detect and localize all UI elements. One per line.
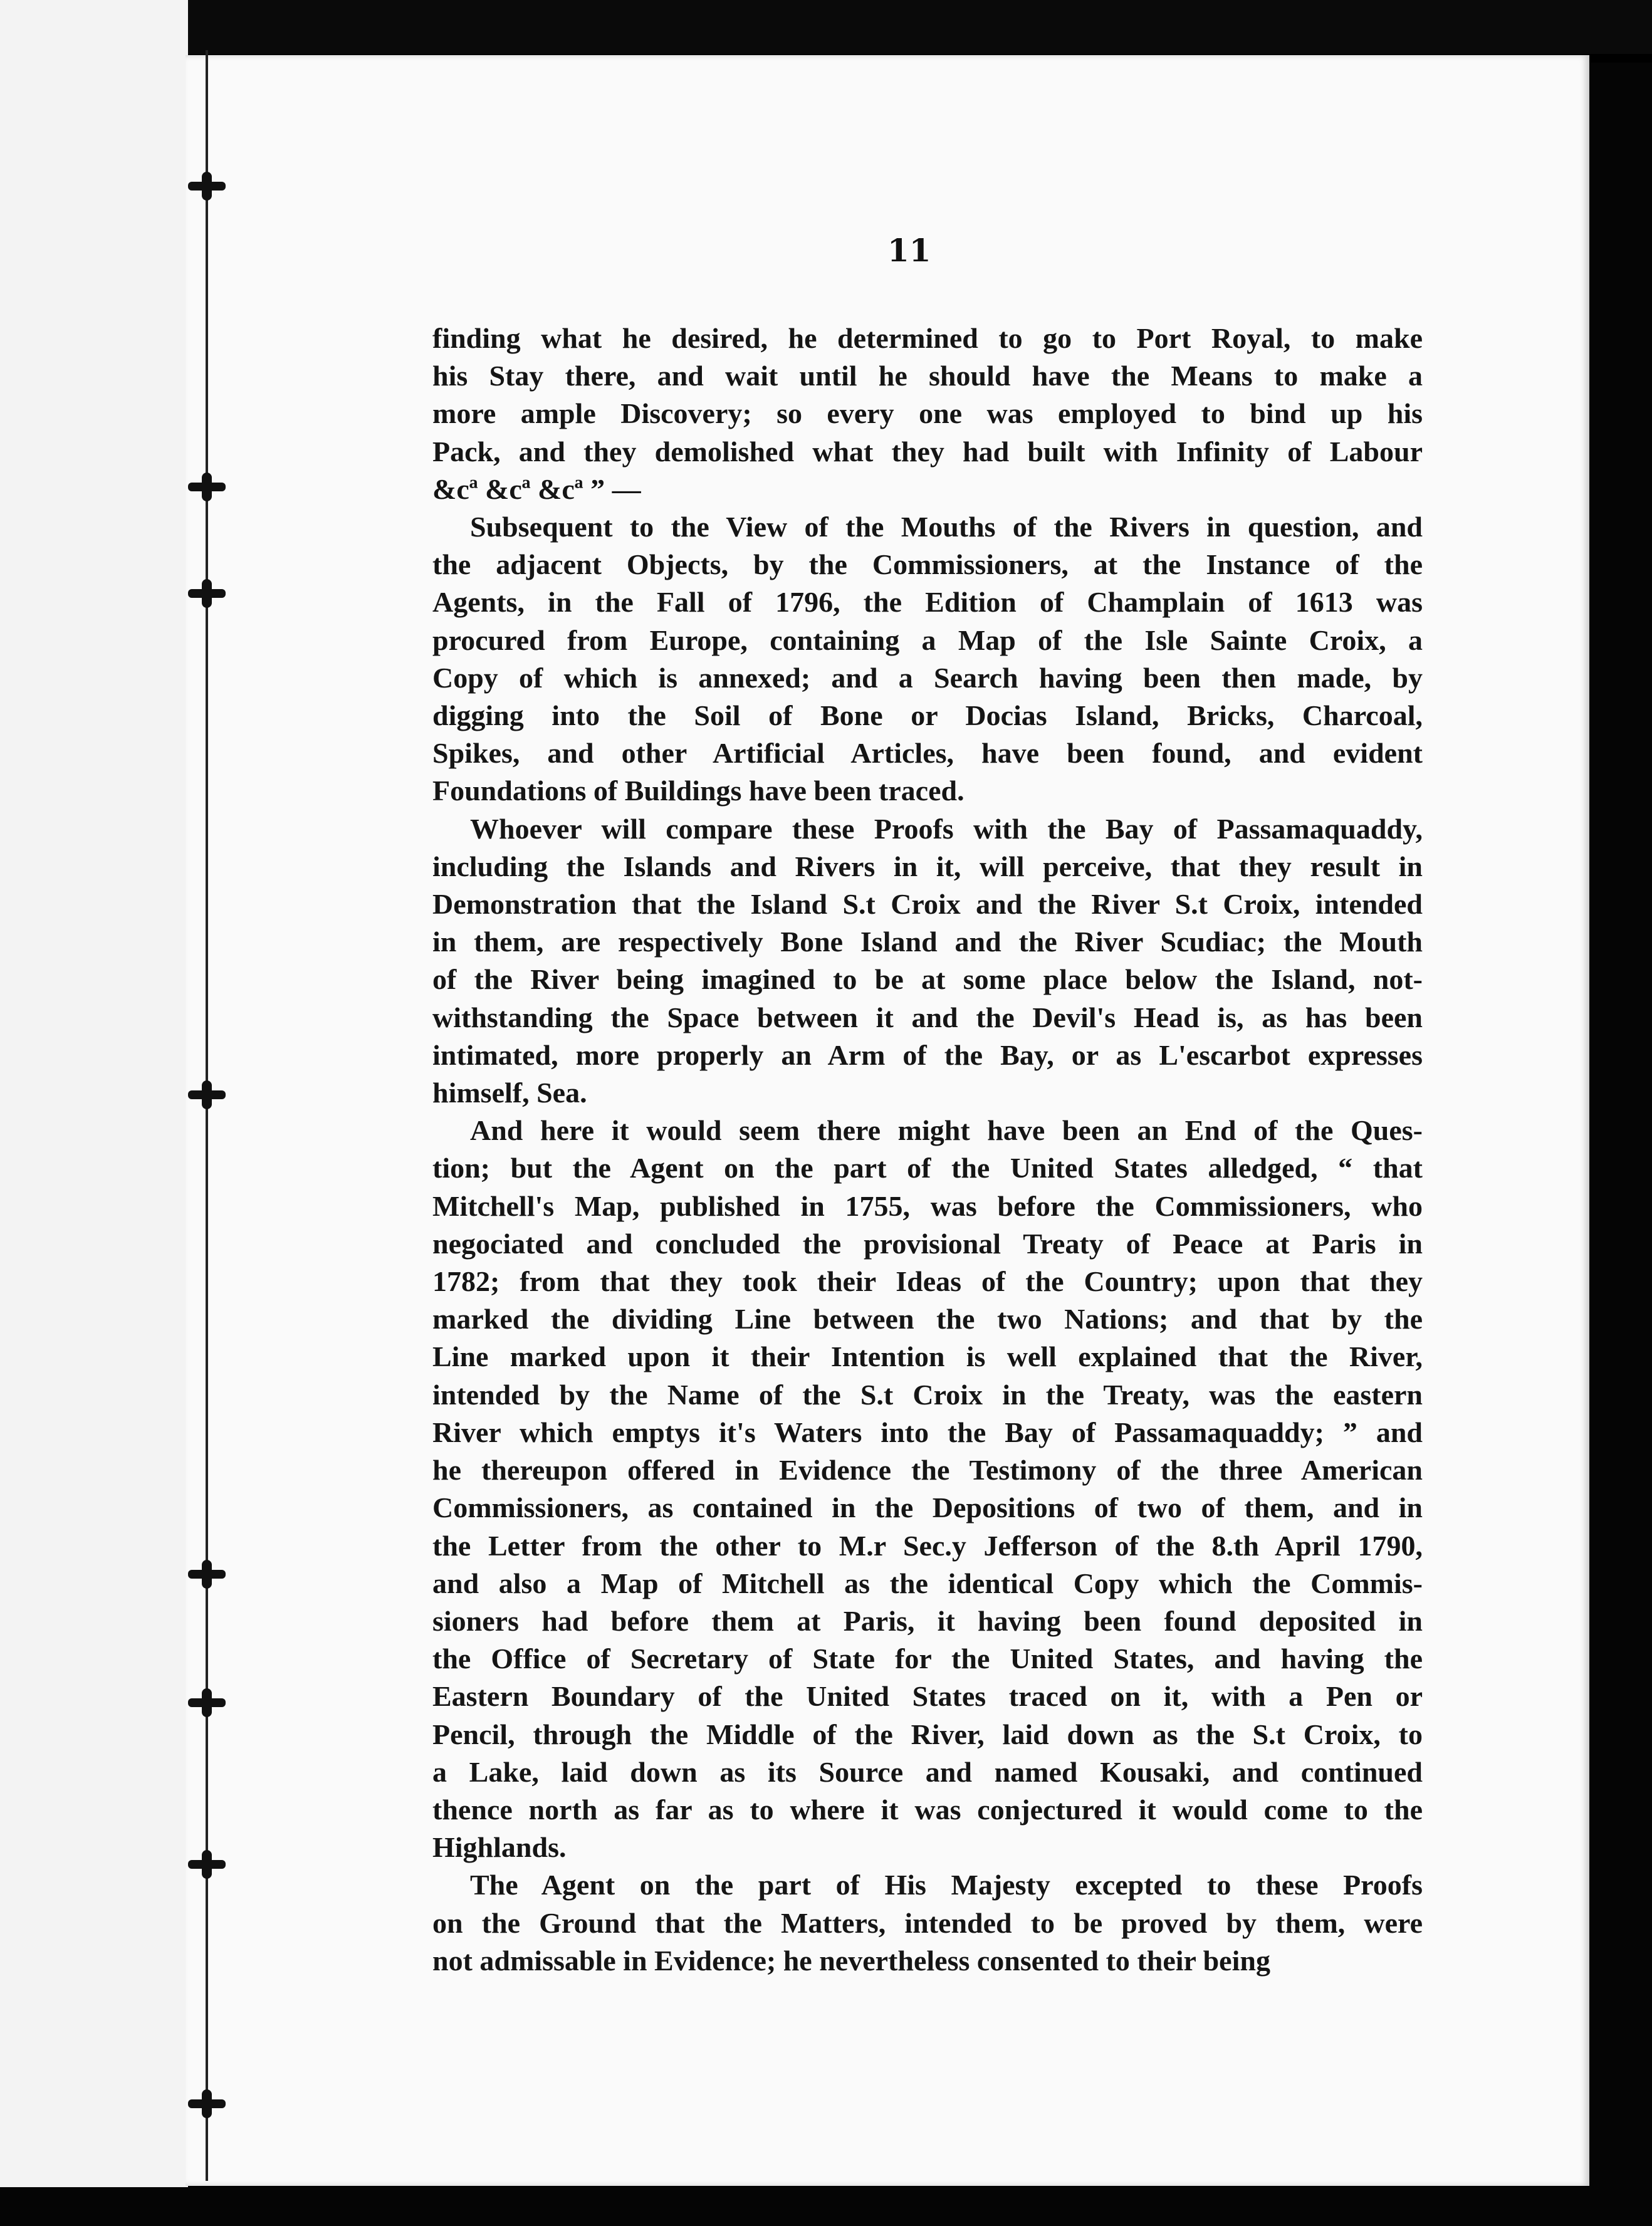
text-line: negociated and concluded the provisional Treaty of Peace at Paris in bbox=[432, 1227, 1423, 1260]
text-line: withstanding the Space between it and the Devil's Head is, as has been bbox=[432, 1001, 1423, 1033]
text-line: including the Islands and Rivers in it, will perceive, that they result in bbox=[432, 850, 1423, 882]
text-line: intended by the Name of the S.t Croix in the Treaty, was the eastern bbox=[432, 1378, 1423, 1411]
text-line: finding what he desired, he determined to go to Port Royal, to make bbox=[432, 322, 1423, 354]
binding-stitch bbox=[188, 483, 226, 491]
text-line: The Agent on the part of His Majesty excepted to these Proofs bbox=[470, 1869, 1423, 1901]
text-line: 1782; from that they took their Ideas of the Country; upon that they bbox=[432, 1265, 1423, 1298]
scan-right-border bbox=[1589, 63, 1652, 2226]
binding-stitch bbox=[188, 589, 226, 598]
text-line: and also a Map of Mitchell as the identical Copy which the Commis- bbox=[432, 1567, 1423, 1599]
body-text bbox=[432, 320, 1423, 1980]
text-line: his Stay there, and wait until he should have the Means to make a bbox=[432, 360, 1423, 392]
scan-top-border bbox=[0, 0, 1652, 54]
text-line: more ample Discovery; so every one was employed to bind up his bbox=[432, 397, 1423, 430]
text-line: he thereupon offered in Evidence the Testimony of the three American bbox=[432, 1454, 1423, 1487]
text-line: Mitchell's Map, published in 1755, was before the Commissioners, who bbox=[432, 1189, 1423, 1222]
scan-bottom-border bbox=[0, 2187, 1652, 2226]
text-line: thence north as far as to where it was conjectured it would come to the bbox=[432, 1793, 1423, 1826]
text-line: not admissable in Evidence; he nevertheless consented to their being bbox=[432, 1944, 1270, 1977]
paragraph bbox=[432, 810, 1423, 1112]
text-line: the Office of Secretary of State for the United States, and having the bbox=[432, 1643, 1423, 1675]
text-line: on the Ground that the Matters, intended to be proved by them, were bbox=[432, 1906, 1423, 1939]
page-number: 11 bbox=[887, 232, 931, 269]
binding-stitch bbox=[188, 2099, 226, 2108]
facing-page-margin bbox=[0, 0, 188, 2226]
text-line: Agents, in the Fall of 1796, the Edition of Champlain of 1613 was bbox=[432, 586, 1423, 619]
text-line: Foundations of Buildings have been traced. bbox=[432, 775, 965, 807]
text-line: of the River being imagined to be at some place below the Island, not- bbox=[432, 963, 1423, 996]
binding-stitch bbox=[188, 182, 226, 191]
text-line: a Lake, laid down as its Source and named Kousaki, and continued bbox=[432, 1755, 1423, 1788]
text-line: Line marked upon it their Intention is well explained that the River, bbox=[432, 1340, 1423, 1373]
text-line: River which emptys it's Waters into the Bay of Passamaquaddy; ” and bbox=[432, 1416, 1423, 1448]
text-line: digging into the Soil of Bone or Docias Island, Bricks, Charcoal, bbox=[432, 699, 1423, 732]
text-line: marked the dividing Line between the two Nations; and that by the bbox=[432, 1303, 1423, 1335]
paragraph bbox=[432, 1866, 1423, 1980]
text-line: Commissioners, as contained in the Depositions of two of them, and in bbox=[432, 1492, 1423, 1524]
binding-stitch bbox=[188, 1698, 226, 1707]
text-line: procured from Europe, containing a Map of the Isle Sainte Croix, a bbox=[432, 624, 1423, 656]
text-line: sioners had before them at Paris, it having been found deposited in bbox=[432, 1604, 1423, 1637]
text-line: And here it would seem there might have been an End of the Ques- bbox=[470, 1114, 1423, 1147]
text-line: &cª &cª &cª ” — bbox=[432, 473, 641, 505]
text-line: Whoever will compare these Proofs with the Bay of Passamaquaddy, bbox=[470, 812, 1423, 845]
binding-stitch bbox=[188, 1090, 226, 1099]
text-line: Spikes, and other Artificial Articles, have been found, and evident bbox=[432, 737, 1423, 770]
text-line: the adjacent Objects, by the Commissioners, at the Instance of the bbox=[432, 548, 1423, 581]
text-line: tion; but the Agent on the part of the United States alledged, “ that bbox=[432, 1152, 1423, 1184]
binding-stitch bbox=[188, 1570, 226, 1579]
binding-stitch bbox=[188, 1860, 226, 1869]
text-line: Eastern Boundary of the United States traced on it, with a Pen or bbox=[432, 1680, 1423, 1713]
text-line: Subsequent to the View of the Mouths of the Rivers in question, and bbox=[470, 511, 1423, 543]
text-line: intimated, more properly an Arm of the Bay, or as L'escarbot expresses bbox=[432, 1038, 1423, 1071]
text-line: the Letter from the other to M.r Sec.y Jefferson of the 8.th April 1790, bbox=[432, 1529, 1423, 1562]
text-line: Demonstration that the Island S.t Croix and the River S.t Croix, intended bbox=[432, 888, 1423, 921]
paragraph bbox=[432, 1112, 1423, 1866]
text-line: Copy of which is annexed; and a Search having been then made, by bbox=[432, 661, 1423, 694]
text-line: in them, are respectively Bone Island and the River Scudiac; the Mouth bbox=[432, 926, 1423, 958]
text-line: Pack, and they demolished what they had built with Infinity of Labour bbox=[432, 435, 1423, 468]
text-line: Pencil, through the Middle of the River, laid down as the S.t Croix, to bbox=[432, 1718, 1423, 1750]
paragraph bbox=[432, 320, 1423, 508]
paragraph bbox=[432, 508, 1423, 810]
text-line: himself, Sea. bbox=[432, 1077, 587, 1109]
text-line: Highlands. bbox=[432, 1831, 567, 1864]
